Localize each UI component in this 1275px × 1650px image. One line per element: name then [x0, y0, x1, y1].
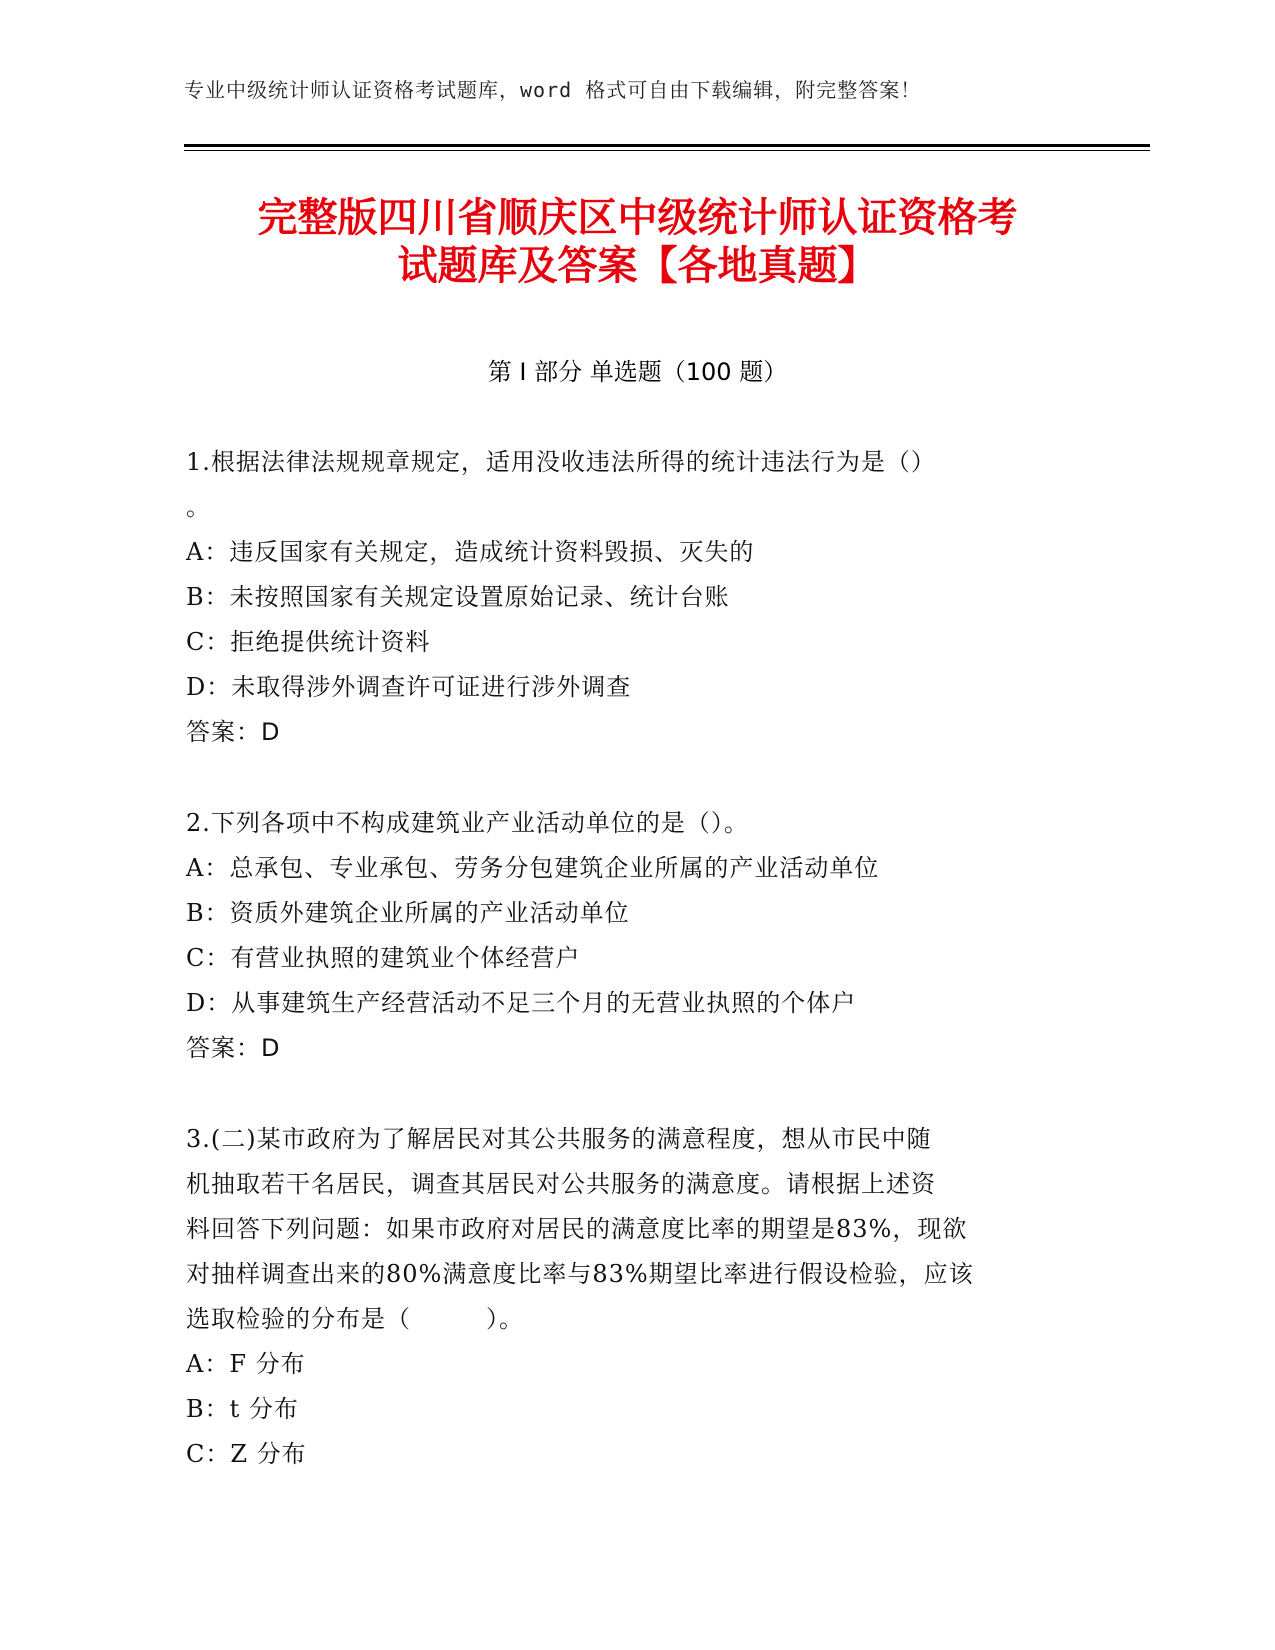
option-b: B：t 分布: [186, 1395, 299, 1423]
header-rule-thick: [184, 144, 1150, 147]
option-c: C：有营业执照的建筑业个体经营户: [186, 944, 581, 972]
option-b: B：未按照国家有关规定设置原始记录、统计台账: [186, 583, 730, 611]
question-stem-line: 。: [186, 493, 211, 521]
option-c: C：Z 分布: [186, 1440, 307, 1468]
question-stem-line: 料回答下列问题：如果市政府对居民的满意度比率的期望是83%，现欲: [186, 1215, 968, 1243]
option-d: D：从事建筑生产经营活动不足三个月的无营业执照的个体户: [186, 989, 857, 1017]
question-stem-line: 对抽样调查出来的80%满意度比率与83%期望比率进行假设检验，应该: [186, 1260, 974, 1288]
spacer: [186, 1071, 1086, 1117]
option-a: A：总承包、专业承包、劳务分包建筑企业所属的产业活动单位: [186, 854, 880, 882]
option-d: D：未取得涉外调查许可证进行涉外调查: [186, 673, 632, 701]
question-1: [186, 440, 1086, 755]
question-stem-line: 选取检验的分布是（ ）。: [186, 1305, 524, 1333]
question-stem-line: 1.根据法律法规规章规定，适用没收违法所得的统计违法行为是（）: [186, 448, 936, 476]
spacer: [186, 755, 1086, 801]
answer: 答案：D: [186, 718, 281, 746]
question-stem-line: 2.下列各项中不构成建筑业产业活动单位的是（）。: [186, 809, 749, 837]
document-title-line-1: 完整版四川省顺庆区中级统计师认证资格考: [257, 195, 1018, 241]
question-stem-line: 3.(二)某市政府为了解居民对其公共服务的满意程度，想从市民中随: [186, 1125, 932, 1153]
question-2: [186, 801, 1086, 1071]
option-c: C：拒绝提供统计资料: [186, 628, 431, 656]
section-title: 第 I 部分 单选题（100 题）: [487, 358, 788, 386]
header-note: 专业中级统计师认证资格考试题库，word 格式可自由下载编辑，附完整答案！: [184, 78, 922, 102]
document-title: [150, 194, 1125, 290]
question-stem-line: 机抽取若干名居民，调查其居民对公共服务的满意度。请根据上述资: [186, 1170, 936, 1198]
header-rule-thin: [184, 150, 1150, 151]
option-a: A：F 分布: [186, 1350, 306, 1378]
option-b: B：资质外建筑企业所属的产业活动单位: [186, 899, 630, 927]
answer: 答案：D: [186, 1034, 281, 1062]
question-list: [186, 440, 1086, 1477]
option-a: A：违反国家有关规定，造成统计资料毁损、灭失的: [186, 538, 755, 566]
document-title-line-2: 试题库及答案【各地真题】: [397, 243, 878, 289]
question-3: [186, 1117, 1086, 1477]
